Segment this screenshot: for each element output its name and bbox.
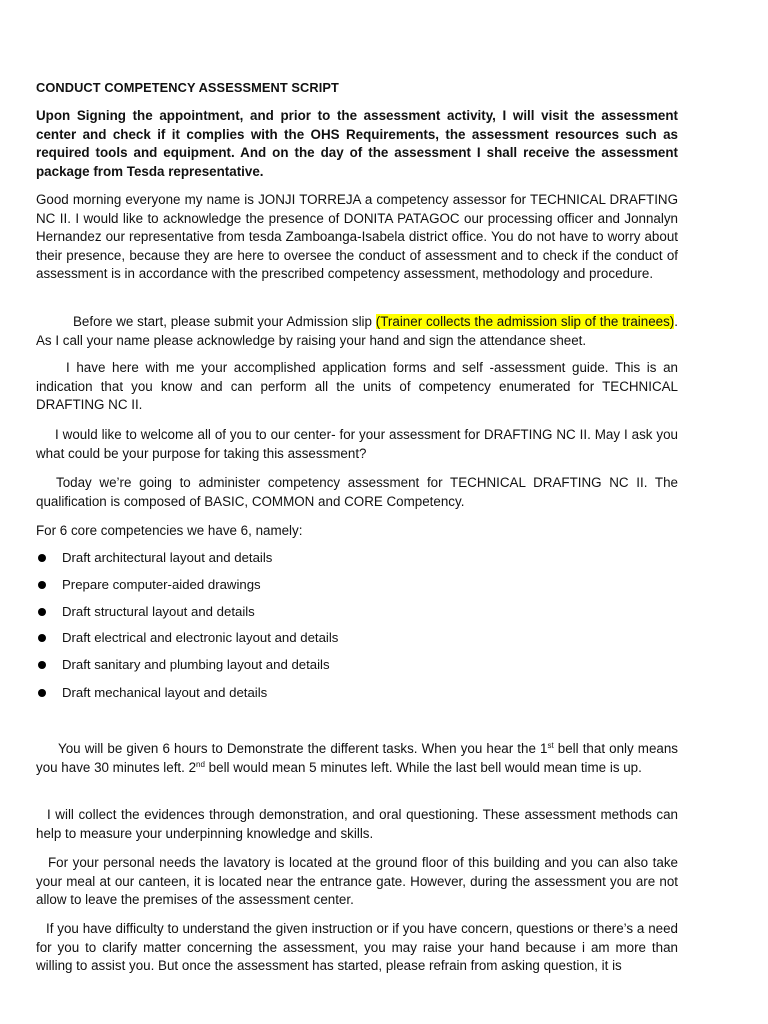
list-item-text: Draft sanitary and plumbing layout and details — [62, 657, 330, 672]
difficulty-paragraph: If you have difficulty to understand the given instruction or if you have concern, questions or there’s a need for you to clarify matter concerning the assessment, you may raise your hand because i am more than willing to assist you. But once the assessment has started, please refrain from asking question, it is — [36, 921, 678, 974]
core-intro-paragraph: For 6 core competencies we have 6, namely: — [36, 523, 303, 538]
intro-paragraph: Upon Signing the appointment, and prior to the assessment activity, I will visit the assessment center and check if it complies with the OHS Requirements, the assessment resources such as required tools and equipment. And on the day of the assessment I shall receive the assessment package from Tesda representative. — [36, 108, 678, 179]
time-text-c: bell would mean 5 minutes left. While the last bell would mean time is up. — [204, 759, 642, 775]
admission-highlight: (Trainer collects the admission slip of the trainees) — [375, 314, 675, 329]
admission-text-before: Before we start, please submit your Admission slip — [73, 314, 376, 329]
list-item-text: Draft mechanical layout and details — [62, 685, 268, 700]
list-item — [36, 577, 678, 597]
greeting-paragraph: Good morning everyone my name is JONJI TORREJA a competency assessor for TECHNICAL DRAFTING NC II. I would like to acknowledge the presence of DONITA PATAGOC our processing officer and Jonnalyn Hernandez our representative from tesda Zamboanga-Isabela district office. You do not have to worry about their presence, because they are here to oversee the conduct of assessment and to check if the conduct of assessment is in accordance with the prescribed competency assessment, methodology and procedure. — [36, 192, 678, 282]
list-item-text: Draft architectural layout and details — [62, 550, 273, 565]
today-paragraph: Today we’re going to administer competency assessment for TECHNICAL DRAFTING NC II. The qualification is composed of BASIC, COMMON and CORE Competency. — [36, 475, 678, 509]
forms-paragraph: I have here with me your accomplished application forms and self -assessment guide. This is an indication that you know and can perform all the units of competency enumerated for TECHNICAL DRAFTING NC II. — [36, 360, 678, 413]
bullet-icon — [38, 689, 46, 697]
welcome-paragraph: I would like to welcome all of you to our center- for your assessment for DRAFTING NC II. May I ask you what could be your purpose for taking this assessment? — [36, 427, 678, 461]
list-item — [36, 604, 678, 624]
evidence-paragraph: I will collect the evidences through demonstration, and oral questioning. These assessment methods can help to measure your underpinning knowledge and skills. — [36, 807, 678, 841]
list-item — [36, 685, 678, 705]
admission-paragraph — [36, 313, 678, 350]
list-item-text: Draft structural layout and details — [62, 604, 255, 619]
bullet-icon — [38, 554, 46, 562]
bullet-icon — [38, 634, 46, 642]
document-title: CONDUCT COMPETENCY ASSESSMENT SCRIPT — [36, 80, 339, 95]
list-item — [36, 630, 678, 650]
list-item-text: Draft electrical and electronic layout and details — [62, 630, 339, 645]
list-item — [36, 657, 678, 677]
superscript-nd: nd — [196, 759, 205, 769]
bullet-icon — [38, 661, 46, 669]
bullet-icon — [38, 581, 46, 589]
admission-text-after: . As I call your name please acknowledge by raising your hand and sign the attendance sheet. — [36, 314, 678, 348]
time-text-b: bell that only means you have 30 minutes left. 2 — [36, 741, 678, 775]
personal-needs-paragraph: For your personal needs the lavatory is located at the ground floor of this building and you can also take your meal at our canteen, it is located near the entrance gate. However, during the assessment you are not allow to leave the premises of the assessment center. — [36, 855, 678, 908]
bullet-icon — [38, 608, 46, 616]
superscript-st: st — [547, 741, 554, 750]
time-paragraph — [36, 740, 678, 777]
list-item — [36, 550, 678, 570]
time-text-a: You will be given 6 hours to Demonstrate the different tasks. When you hear the 1 — [58, 741, 548, 756]
list-item-text: Prepare computer-aided drawings — [62, 577, 261, 592]
